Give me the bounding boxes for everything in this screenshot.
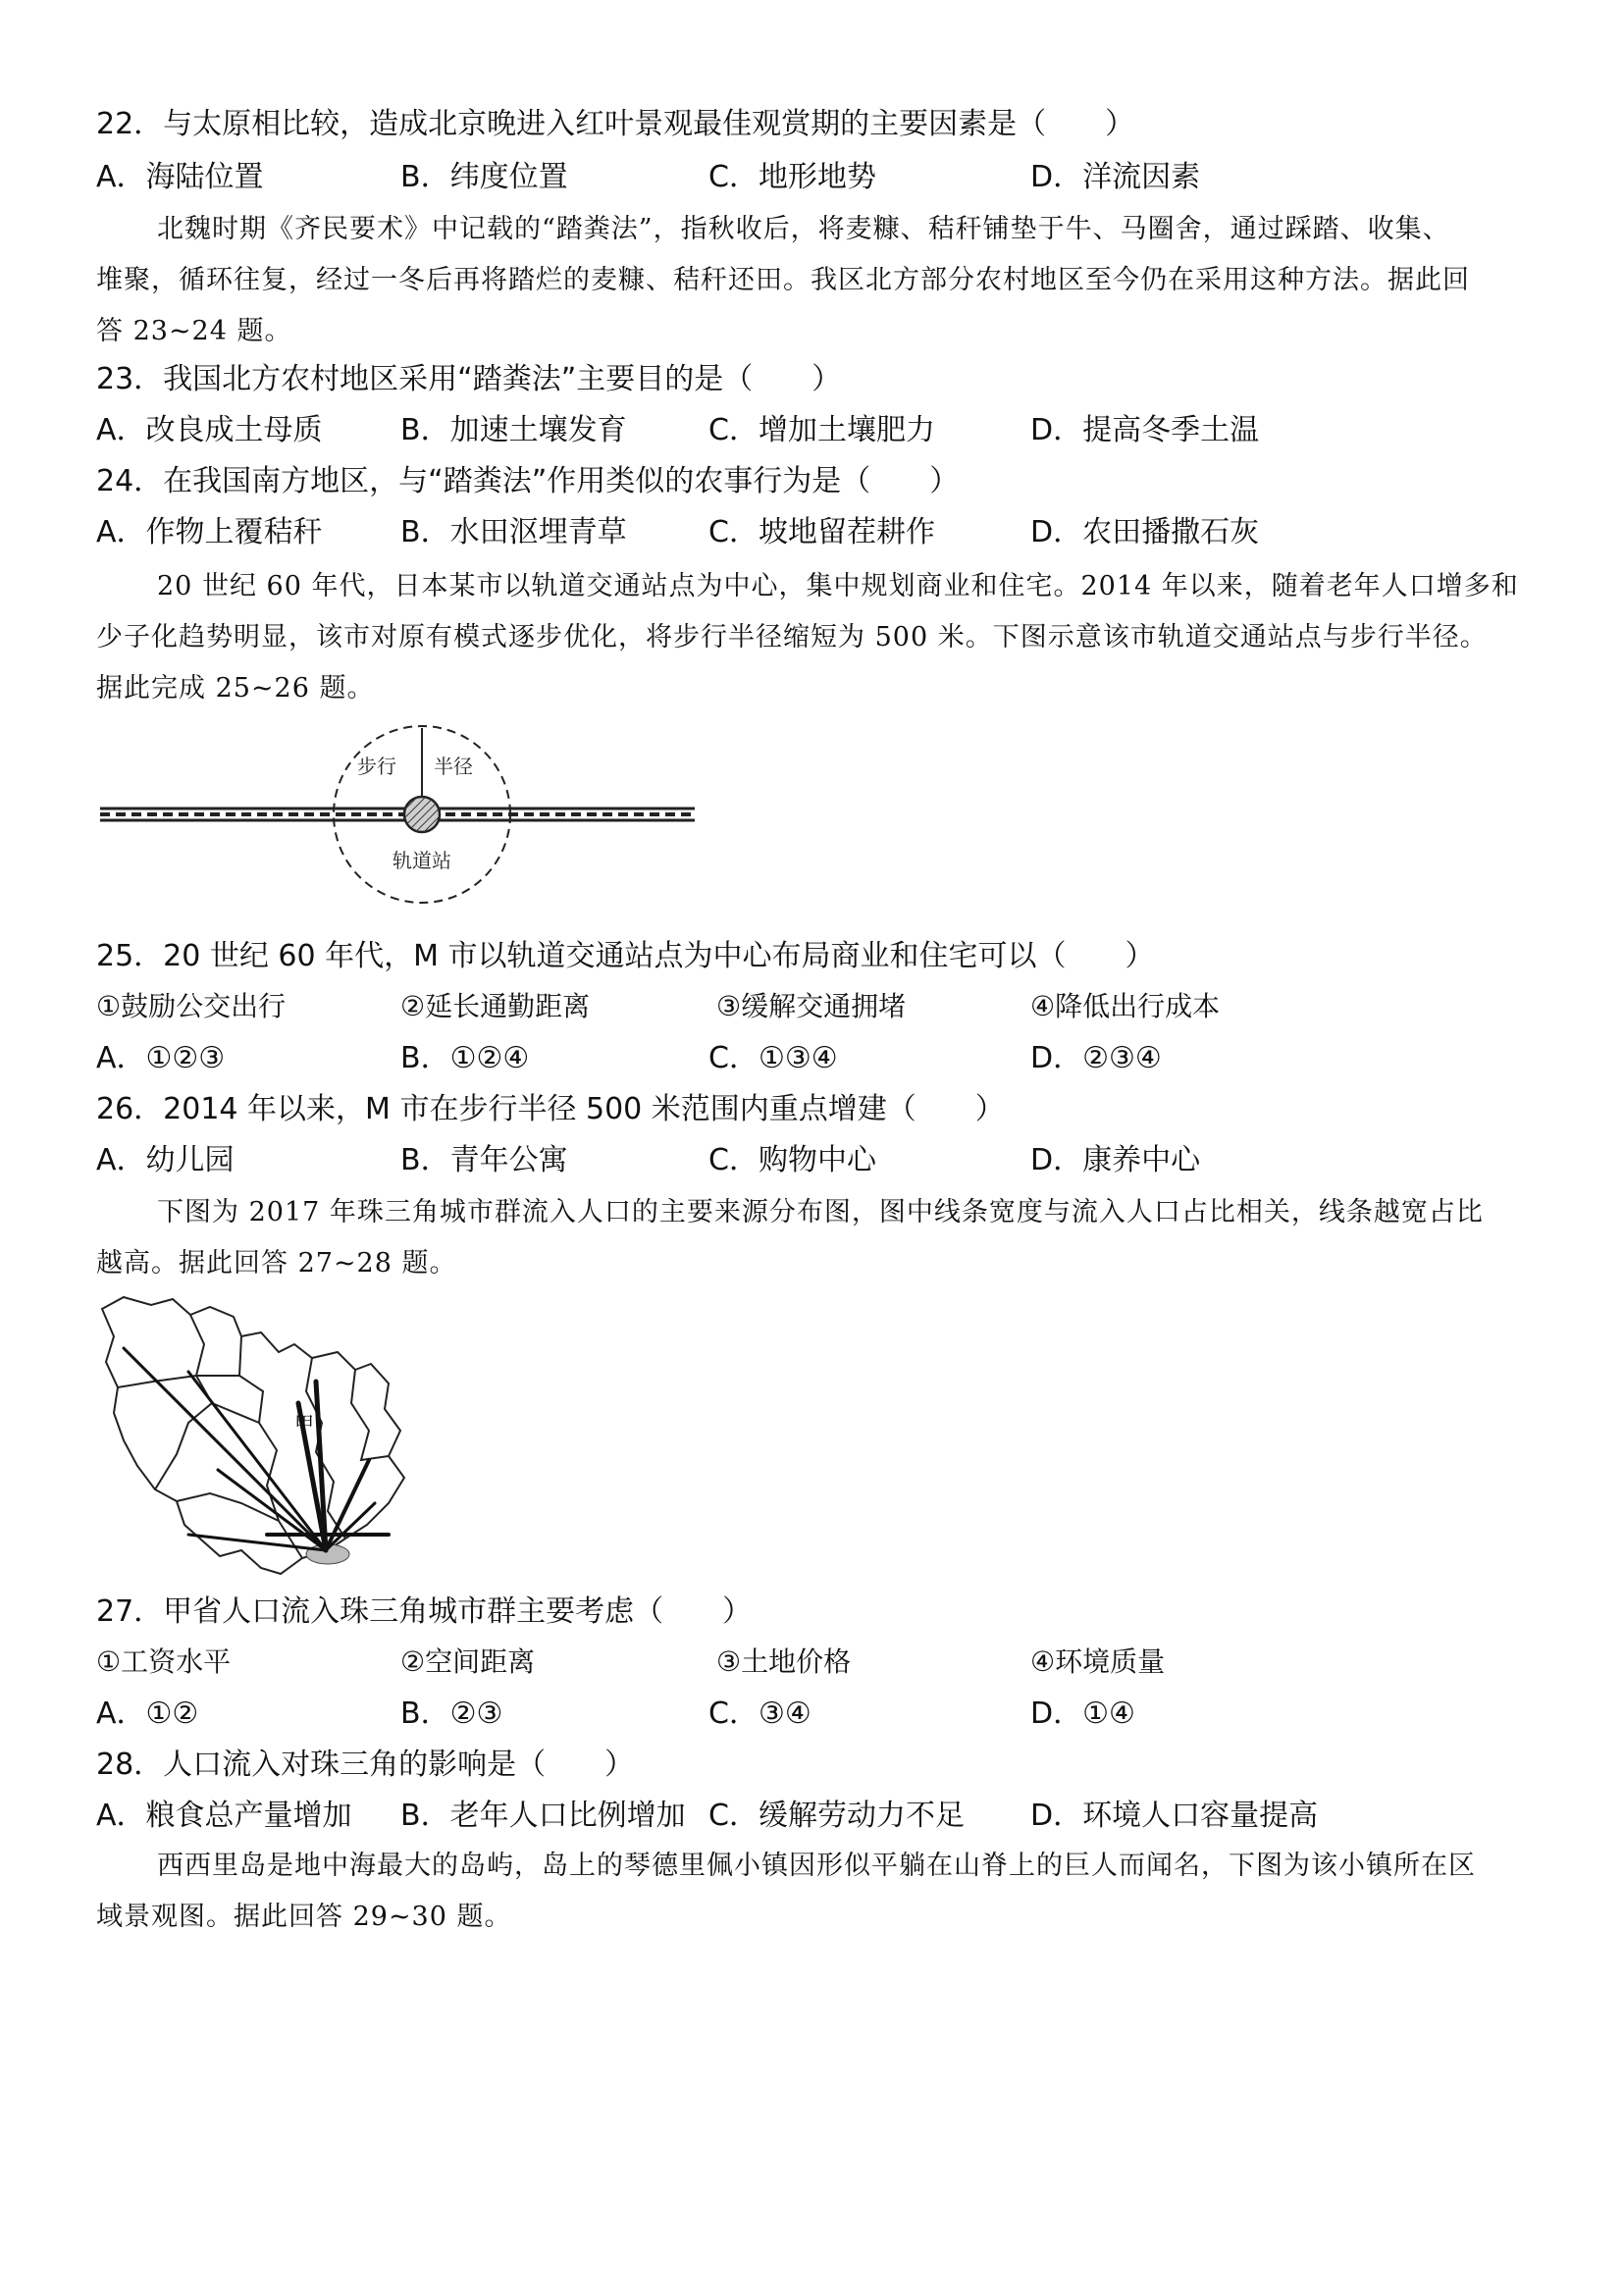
q27-option-a: A．①② [96,1696,199,1731]
q25-option-a: A．①②③ [96,1041,226,1075]
q26-option-b: B．青年公寓 [400,1143,568,1177]
q25-option-c: C．①③④ [708,1041,838,1075]
passage-27-28-line-1: 下图为 2017 年珠三角城市群流入人口的主要来源分布图，图中线条宽度与流入人口占比相关，线条越宽占比 [157,1197,1484,1227]
q25-option-b: B．①②④ [400,1041,530,1075]
q25-item-2: ②延长通勤距离 [400,990,591,1022]
q22-option-b: B．纬度位置 [400,160,568,194]
q24-option-a: A．作物上覆秸秆 [96,515,323,549]
passage-29-30-line-1: 西西里岛是地中海最大的岛屿，岛上的琴德里佩小镇因形似平躺在山脊上的巨人而闻名，下图为该小镇所在区 [157,1851,1476,1881]
q28-option-d: D．环境人口容量提高 [1030,1799,1319,1833]
question-24-stem: 24．在我国南方地区，与“踏粪法”作用类似的农事行为是（ ） [96,464,960,498]
q27-item-1: ①工资水平 [96,1645,232,1678]
label-jia: 甲 [294,1412,314,1435]
q26-option-d: D．康养中心 [1030,1143,1201,1177]
q23-option-a: A．改良成土母质 [96,413,323,447]
question-27-stem: 27．甲省人口流入珠三角城市群主要考虑（ ） [96,1594,753,1629]
question-25-stem: 25．20 世纪 60 年代，M 市以轨道交通站点为中心布局商业和住宅可以（ ） [96,939,1155,973]
q27-option-d: D．①④ [1030,1696,1135,1731]
q23-option-d: D．提高冬季土温 [1030,413,1260,447]
passage-23-24-line-1: 北魏时期《齐民要术》中记载的“踏粪法”，指秋收后，将麦糠、秸秆铺垫于牛、马圈舍，通过踩踏、收集、 [157,214,1450,244]
question-23-stem: 23．我国北方农村地区采用“踏粪法”主要目的是（ ） [96,362,842,396]
q24-option-c: C．坡地留茬耕作 [708,515,935,549]
label-walk: 步行 [357,755,396,778]
passage-25-26-line-2: 少子化趋势明显，该市对原有模式逐步优化，将步行半径缩短为 500 米。下图示意该市轨道交通站点与步行半径。 [96,622,1488,652]
q28-option-a: A．粮食总产量增加 [96,1799,352,1833]
passage-25-26-line-1: 20 世纪 60 年代，日本某市以轨道交通站点为中心，集中规划商业和住宅。2014 年以来，随着老年人口增多和 [157,571,1519,601]
passage-23-24-line-2: 堆聚，循环往复，经过一冬后再将踏烂的麦糠、秸秆还田。我区北方部分农村地区至今仍在采用这种方法。据此回 [96,265,1470,295]
q25-item-1: ①鼓励公交出行 [96,990,287,1022]
q28-option-c: C．缓解劳动力不足 [708,1799,965,1833]
q28-option-b: B．老年人口比例增加 [400,1799,686,1833]
rail-line [100,809,695,820]
q27-option-c: C．③④ [708,1696,812,1731]
q25-option-d: D．②③④ [1030,1041,1162,1075]
q22-option-a: A．海陆位置 [96,160,264,194]
q25-item-3: ③缓解交通拥堵 [716,990,907,1022]
question-28-stem: 28．人口流入对珠三角的影响是（ ） [96,1748,635,1782]
question-22-stem: 22．与太原相比较，造成北京晚进入红叶景观最佳观赏期的主要因素是（ ） [96,107,1135,141]
q26-option-c: C．购物中心 [708,1143,876,1177]
inflow-lines [124,1348,389,1550]
passage-27-28-line-2: 越高。据此回答 27~28 题。 [96,1248,457,1278]
rail-station-walking-radius-figure [98,724,707,920]
label-station: 轨道站 [393,849,451,872]
q23-option-c: C．增加土壤肥力 [708,413,935,447]
q22-option-d: D．洋流因素 [1030,160,1201,194]
q23-option-b: B．加速土壤发育 [400,413,627,447]
question-26-stem: 26．2014 年以来，M 市在步行半径 500 米范围内重点增建（ ） [96,1092,1005,1126]
q25-item-4: ④降低出行成本 [1030,990,1221,1022]
q26-option-a: A．幼儿园 [96,1143,235,1177]
q24-option-d: D．农田播撒石灰 [1030,515,1260,549]
q27-item-2: ②空间距离 [400,1645,536,1678]
q27-option-b: B．②③ [400,1696,503,1731]
population-inflow-map [94,1293,447,1580]
q22-option-c: C．地形地势 [708,160,876,194]
q24-option-b: B．水田沤埋青草 [400,515,627,549]
passage-29-30-line-2: 域景观图。据此回答 29~30 题。 [96,1902,512,1932]
passage-25-26-line-3: 据此完成 25~26 题。 [96,673,375,704]
q27-item-3: ③土地价格 [716,1645,852,1678]
province-boundaries [102,1297,404,1574]
station-circle [404,797,440,832]
label-radius: 半径 [434,755,473,778]
passage-23-24-line-3: 答 23~24 题。 [96,316,292,346]
q27-item-4: ④环境质量 [1030,1645,1166,1678]
